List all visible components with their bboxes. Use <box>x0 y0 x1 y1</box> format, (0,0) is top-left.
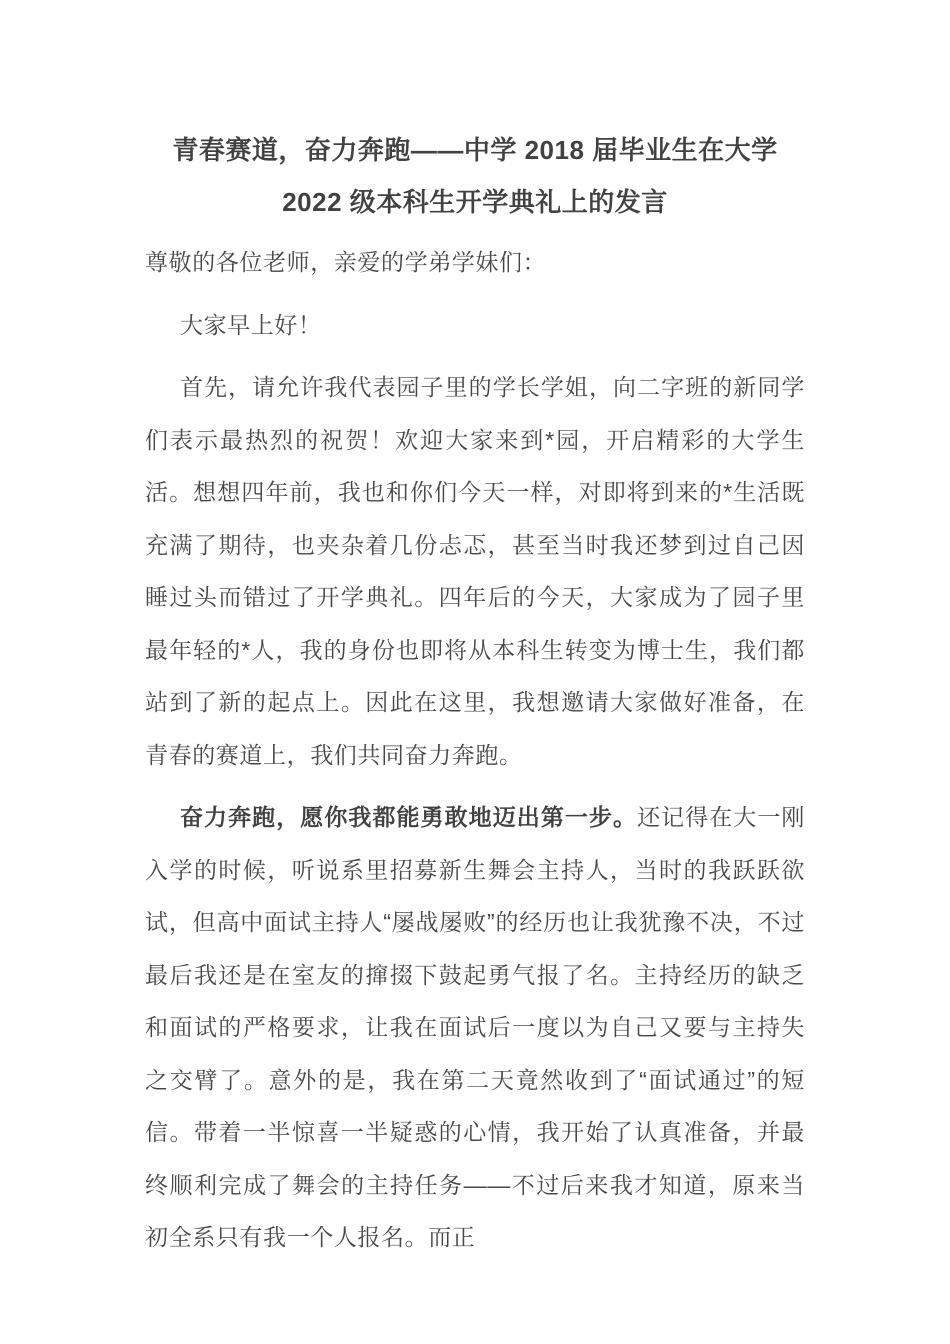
paragraph-first-step-body: 还记得在大一刚入学的时候，听说系里招募新生舞会主持人，当时的我跃跃欲试，但高中面试主持人“屡战屡败”的经历也让我犹豫不决，不过最后我还是在室友的撺掇下鼓起勇气报了名。主持经历的缺乏和面试的严格要求，让我在面试后一度以为自己又要与主持失之交臂了。意外的是，我在第二天竟然收到了“面试通过”的短信。带着一半惊喜一半疑惑的心情，我开始了认真准备，并最终顺利完成了舞会的主持任务——不过后来我才知道，原来当初全系只有我一个人报名。而正 <box>145 804 805 1250</box>
paragraph-first-step <box>145 791 805 1264</box>
paragraph-congratulations: 首先，请允许我代表园子里的学长学姐，向二字班的新同学们表示最热烈的祝贺！欢迎大家来到*园，开启精彩的大学生活。想想四年前，我也和你们今天一样，对即将到来的*生活既充满了期待，也夹杂着几份忐忑，甚至当时我还梦到过自己因睡过头而错过了开学典礼。四年后的今天，大家成为了园子里最年轻的*人，我的身份也即将从本科生转变为博士生，我们都站到了新的起点上。因此在这里，我想邀请大家做好准备，在青春的赛道上，我们共同奋力奔跑。 <box>145 374 805 768</box>
document-title <box>145 124 805 228</box>
document-title-line-2: 2022 级本科生开学典礼上的发言 <box>282 187 668 217</box>
document-body <box>145 236 805 1264</box>
paragraph-salutation: 尊敬的各位老师，亲爱的学弟学妹们： <box>145 249 547 275</box>
paragraph-first-step-bold-lead: 奋力奔跑，愿你我都能勇敢地迈出第一步。 <box>180 804 638 830</box>
paragraph-greeting: 大家早上好！ <box>180 311 322 338</box>
document-title-line-1: 青春赛道，奋力奔跑——中学 2018 届毕业生在大学 <box>172 135 778 165</box>
